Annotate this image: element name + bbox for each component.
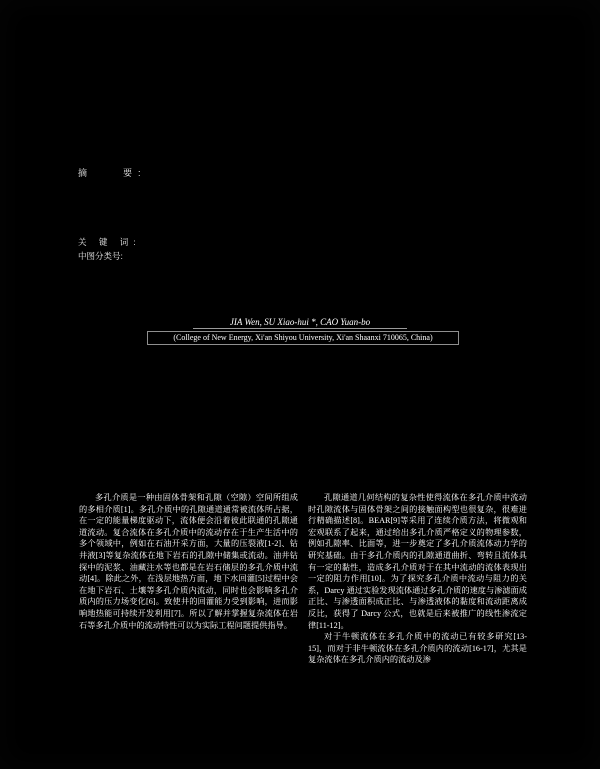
body-column-left — [79, 492, 298, 631]
paragraph: 对于牛顿流体在多孔介质中的流动已有较多研究[13-15]，而对于非牛顿流体在多孔介质内的流动[16-17]，尤其是复杂流体在多孔介质内的流动及渗 — [308, 632, 527, 665]
english-authors: JIA Wen, SU Xiao-hui *, CAO Yuan-bo — [193, 317, 407, 329]
clc-number-label: 中图分类号: — [78, 251, 123, 261]
abstract-label: 摘 要: — [78, 168, 147, 178]
keywords-label: 关 键 词: — [78, 237, 141, 247]
paragraph: 多孔介质是一种由固体骨架和孔隙（空隙）空间所组成的多相介质[1]。多孔介质中的孔隙通道通常被流体所占据，在一定的能量梯度驱动下，流体便会沿着彼此联通的孔隙通道流动。复合流体在多孔介质中的流动存在于生产生活中的多个领域中，例如在石油开采方面，大量的压裂液[1-2]、钻井液[3]等复杂流体在地下岩石的孔隙中储集或流动。油井钻探中的泥浆、油藏注水等也都是在岩石储层的多孔介质中流动[4]。除此之外，在浅层地热方面，地下水回灌[5]过程中会在地下岩石、土壤等多孔介质内流动，同时也会影响多孔介质内的压力场变化[6]。致使井的回灌能力受到影响，进而影响地热能可持续开发利用[7]。所以了解并掌握复杂流体在岩石等多孔介质中的流动特性可以为实际工程问题提供指导。 — [79, 493, 298, 630]
body-column-right — [308, 492, 527, 666]
paragraph: 孔隙通道几何结构的复杂性使得流体在多孔介质中流动时孔隙流体与固体骨架之间的接触面构型也很复杂，很难进行精确描述[8]。BEAR[9]等采用了连续介质方法，将微观和宏观联系了起来，通过给出多孔介质严格定义的物理参数，例如孔隙率、比面等，进一步奠定了多孔介质流体动力学的研究基础。由于多孔介质内的孔隙通道曲折、弯转且流体具有一定的黏性，造成多孔介质对于在其中流动的流体表现出一定的阻力作用[10]。为了探究多孔介质中流动与阻力的关系，Darcy 通过实验发现流体通过多孔介质的速度与渗滤面成正比、与渗透面积成正比、与渗透液体的黏度和流动距离成反比，获得了 Darcy 公式，也就是后来被推广的线性渗流定律[11-12]。 — [308, 493, 527, 630]
english-affiliation: (College of New Energy, Xi'an Shiyou University, Xi'an Shaanxi 710065, China) — [147, 331, 459, 345]
